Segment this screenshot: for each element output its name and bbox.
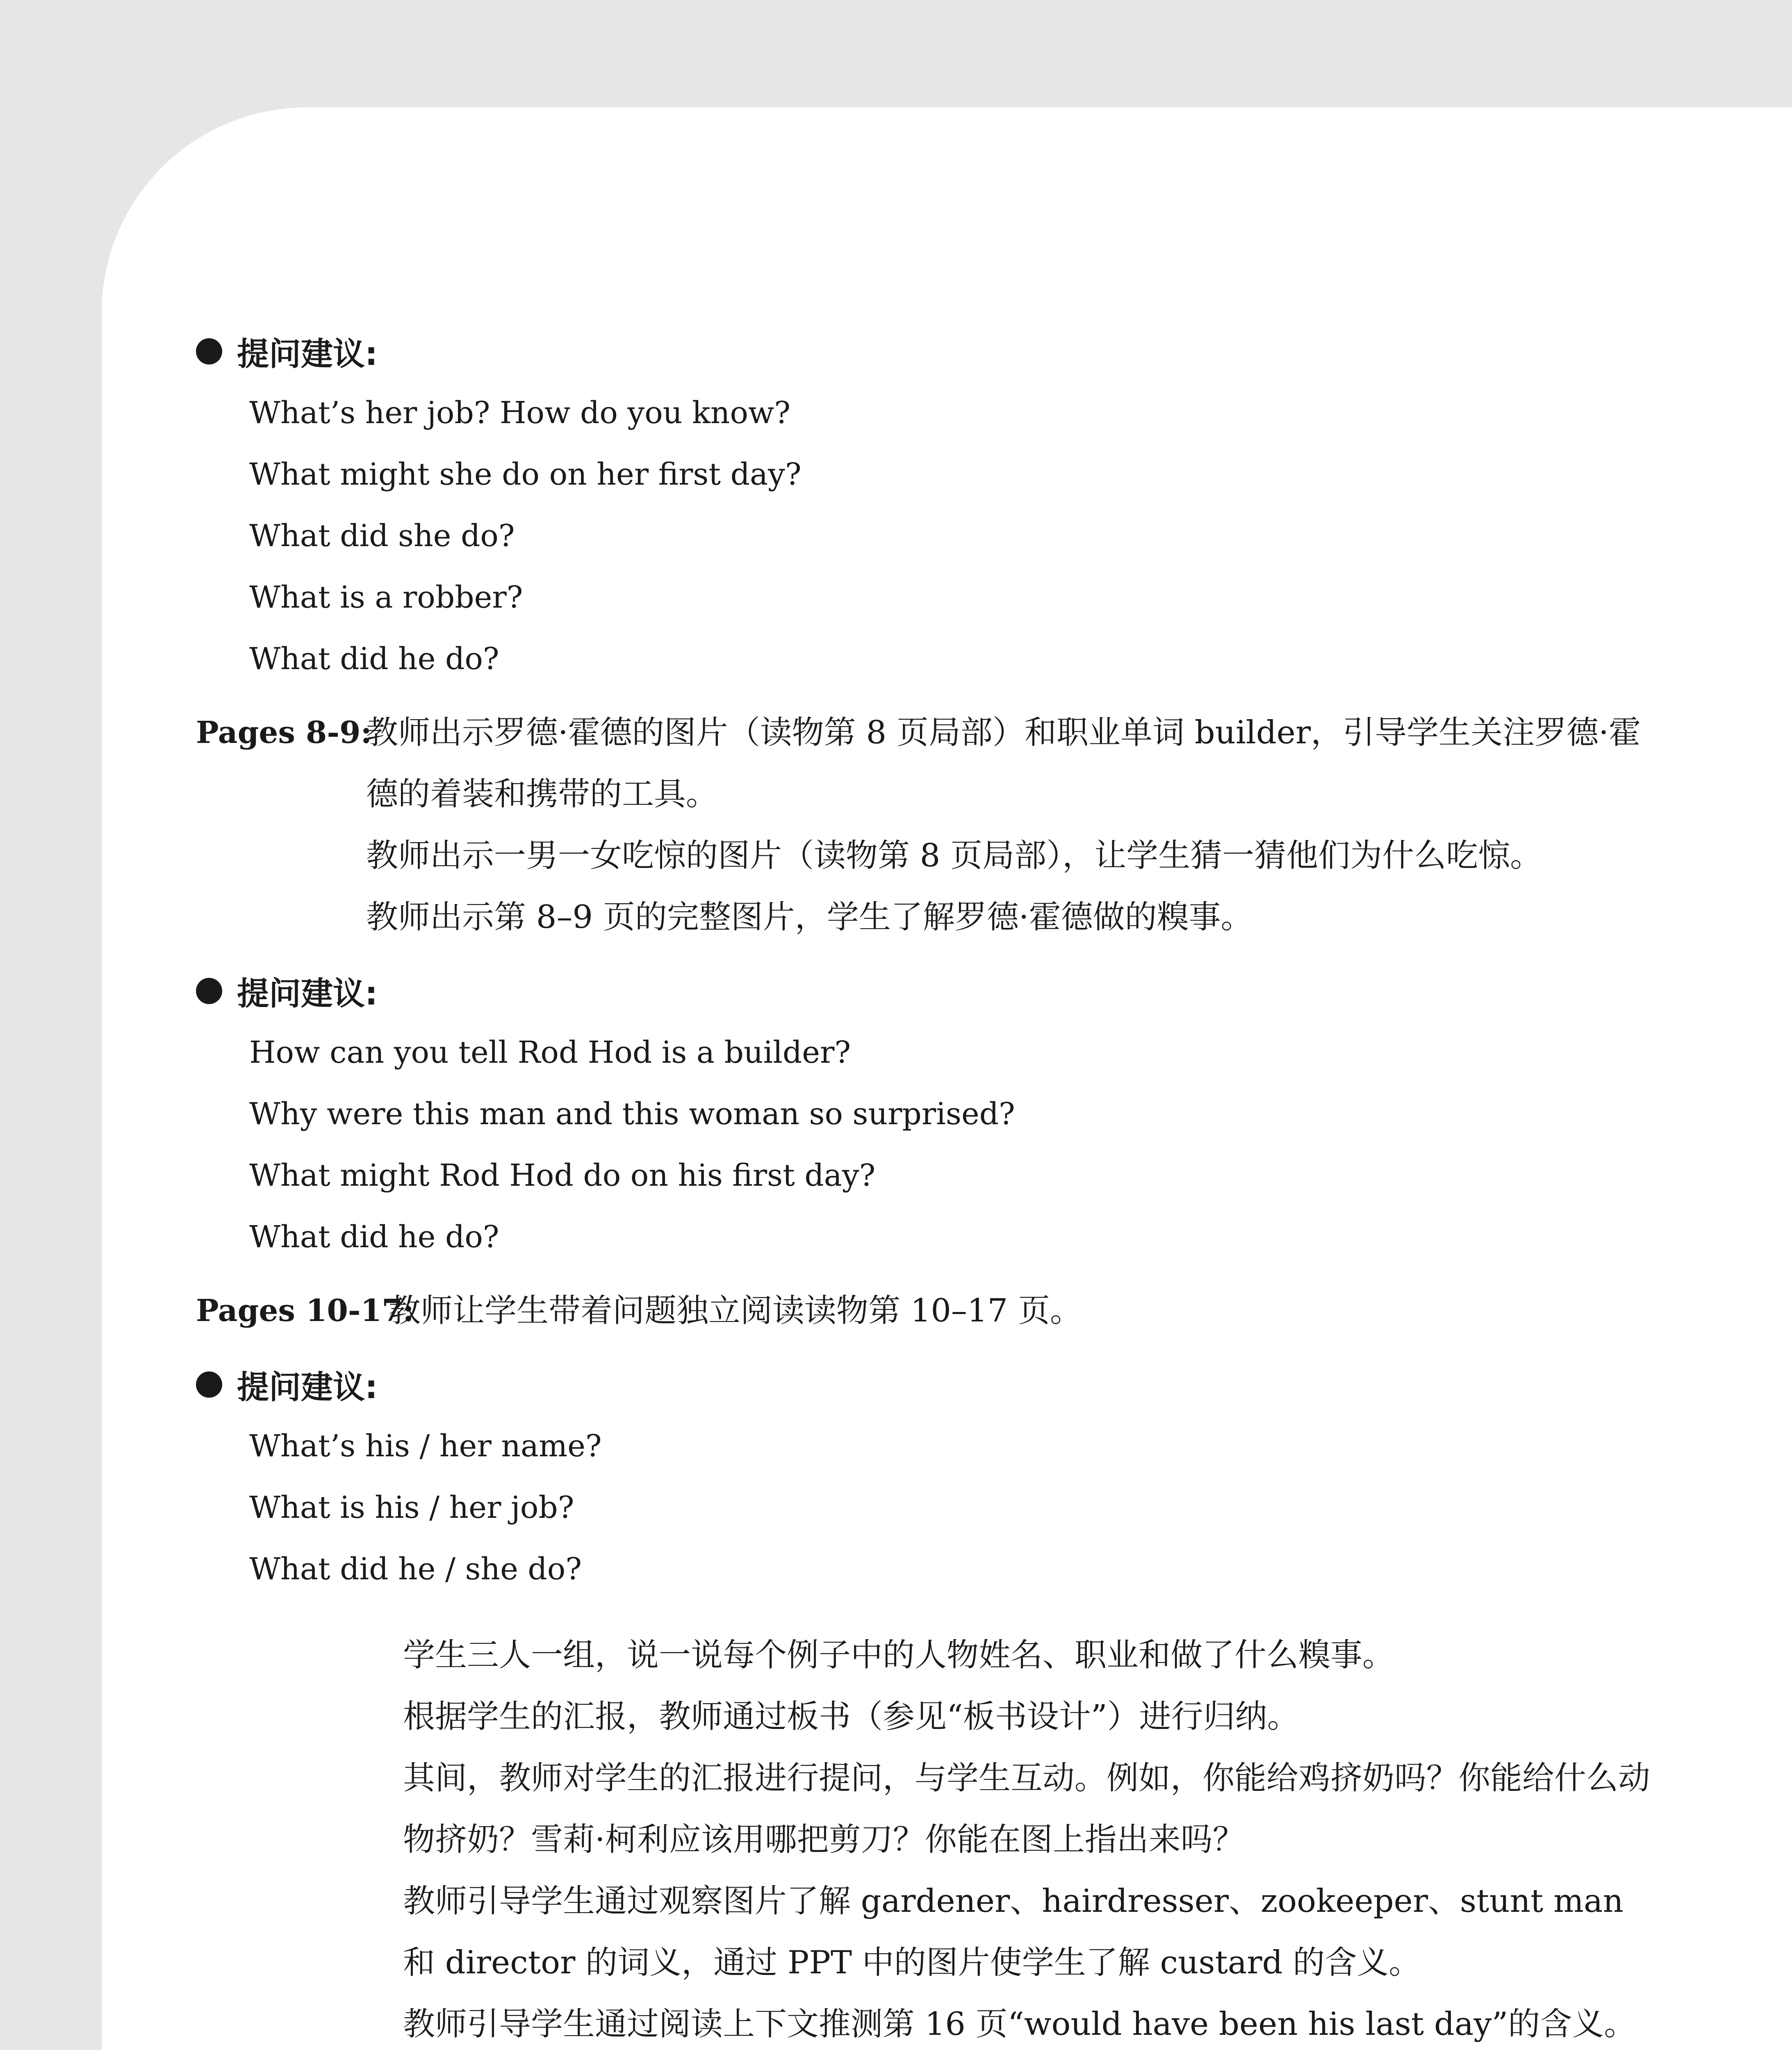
activity-paragraph: 其间，教师对学生的汇报进行提问，与学生互动。例如，你能给鸡挤奶吗？你能给什么动物挤奶？雪莉·柯利应该用哪把剪刀？你能在图上指出来吗？ — [403, 1760, 1651, 1858]
heading-label: 提问建议: — [237, 975, 378, 1012]
step-paragraph: 教师出示罗德·霍德的图片（读物第 8 页局部）和职业单词 builder，引导学生关注罗德·霍德的着装和携带的工具。 — [366, 714, 1641, 813]
question-item: What might Rod Hod do on his first day? — [249, 1158, 876, 1193]
step-paragraph: 教师出示第 8–9 页的完整图片，学生了解罗德·霍德做的糗事。 — [366, 899, 1253, 936]
step-pages-8-9 — [196, 702, 1713, 948]
question-item: What did he do? — [249, 641, 499, 676]
question-item: What did he do? — [249, 1219, 499, 1255]
heading-label: 提问建议: — [237, 1369, 378, 1406]
question-item: What is his / her job? — [249, 1490, 574, 1525]
step-label: Pages 10-17: — [196, 1293, 414, 1328]
question-list-1 — [196, 382, 1713, 690]
question-list-3 — [196, 1415, 1713, 1600]
question-item: What did she do? — [249, 518, 515, 554]
question-item: What’s his / her name? — [249, 1428, 602, 1464]
step-label: Pages 8-9: — [196, 715, 372, 750]
question-item: What is a robber? — [249, 580, 523, 615]
question-suggestions-heading — [196, 321, 1713, 382]
question-item: What’s her job? How do you know? — [249, 395, 791, 430]
question-item: What might she do on her first day? — [249, 457, 802, 492]
question-item: What did he / she do? — [249, 1551, 582, 1587]
question-item: How can you tell Rod Hod is a builder? — [249, 1035, 851, 1070]
activity-paragraph: 教师引导学生通过阅读上下文推测第 16 页“would have been his last day”的含义。 — [403, 2006, 1636, 2043]
document-page — [102, 107, 1792, 2050]
step-pages-10-17 — [196, 1280, 1713, 1342]
question-suggestions-heading — [196, 1354, 1713, 1415]
activity-description — [403, 1624, 1662, 2050]
step-paragraph: 教师让学生带着问题独立阅读读物第 10–17 页。 — [389, 1292, 1082, 1329]
activity-paragraph: 学生三人一组，说一说每个例子中的人物姓名、职业和做了什么糗事。 — [403, 1637, 1395, 1674]
step-body — [366, 702, 1658, 948]
heading-label: 提问建议: — [237, 336, 378, 373]
step-paragraph: 教师出示一男一女吃惊的图片（读物第 8 页局部），让学生猜一猜他们为什么吃惊。 — [366, 837, 1542, 874]
page-content — [196, 321, 1713, 2050]
activity-paragraph: 根据学生的汇报，教师通过板书（参见“板书设计”）进行归纳。 — [403, 1698, 1299, 1735]
bullet-icon — [196, 978, 222, 1004]
bullet-icon — [196, 338, 222, 364]
question-suggestions-heading — [196, 960, 1713, 1022]
question-list-2 — [196, 1022, 1713, 1268]
step-body — [389, 1280, 1680, 1342]
question-item: Why were this man and this woman so surprised? — [249, 1096, 1015, 1132]
bullet-icon — [196, 1371, 222, 1398]
activity-paragraph: 教师引导学生通过观察图片了解 gardener、hairdresser、zookeeper、stunt man 和 director 的词义，通过 PPT 中的图片使学生了解 custard 的含义。 — [403, 1883, 1624, 1981]
